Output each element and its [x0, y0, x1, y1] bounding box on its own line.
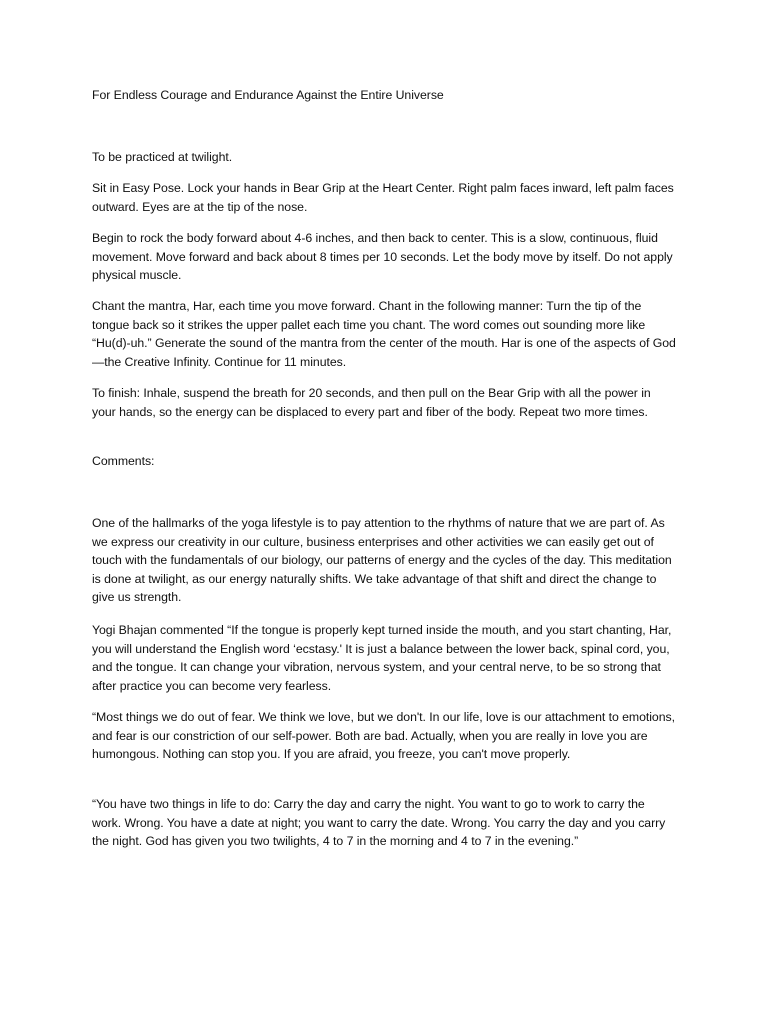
comments-heading: Comments: [92, 454, 155, 468]
paragraph-fear: “Most things we do out of fear. We think we love, but we don't. In our life, love is our attachment to emotions, and fear is our constriction of our self-power. Both are bad. Actually, when you are really in love you are humongous. Nothing can stop you. If you are afraid, you freeze, you can't move properly. [92, 710, 675, 762]
paragraph-yogi-bhajan: Yogi Bhajan commented “If the tongue is properly kept turned inside the mouth, and you start chanting, Har, you will understand the English word ‘ecstasy.' It is just a balance between the lower back, spinal cord, you, and the tongue. It can change your vibration, nervous system, and your central nerve, to be so strong that after practice you can become very fearless. [92, 623, 672, 693]
paragraph-posture: Sit in Easy Pose. Lock your hands in Bear Grip at the Heart Center. Right palm faces inward, left palm faces outward. Eyes are at the tip of the nose. [92, 181, 674, 214]
paragraph-mantra: Chant the mantra, Har, each time you move forward. Chant in the following manner: Turn the tip of the tongue back so it strikes the upper pallet each time you chant. The word comes out sounding more like “Hu(d)-uh.” Generate the sound of the mantra from the center of the mouth. Har is one of the aspects of God—the Creative Infinity. Continue for 11 minutes. [92, 299, 676, 369]
paragraph-twilights: “You have two things in life to do: Carry the day and carry the night. You want to go to work to carry the work. Wrong. You have a date at night; you want to carry the date. Wrong. You carry the day and you carry the night. God has given you two twilights, 4 to 7 in the morning and 4 to 7 in the evening.” [92, 797, 666, 849]
paragraph-hallmarks: One of the hallmarks of the yoga lifestyle is to pay attention to the rhythms of nature that we are part of. As we express our creativity in our culture, business enterprises and other activities we can easily get out of touch with the fundamentals of our biology, our patterns of energy and the cycles of the day. This meditation is done at twilight, as our energy naturally shifts. We take advantage of that shift and direct the change to give us strength. [92, 516, 672, 605]
paragraph-movement: Begin to rock the body forward about 4-6 inches, and then back to center. This is a slow, continuous, fluid movement. Move forward and back about 8 times per 10 seconds. Let the body move by itself. Do not apply physical muscle. [92, 231, 673, 283]
paragraph-timing: To be practiced at twilight. [92, 150, 233, 164]
document-title: For Endless Courage and Endurance Against the Entire Universe [92, 88, 444, 102]
paragraph-finish: To finish: Inhale, suspend the breath for 20 seconds, and then pull on the Bear Grip with all the power in your hands, so the energy can be displaced to every part and fiber of the body. Repeat two more times. [92, 386, 651, 419]
